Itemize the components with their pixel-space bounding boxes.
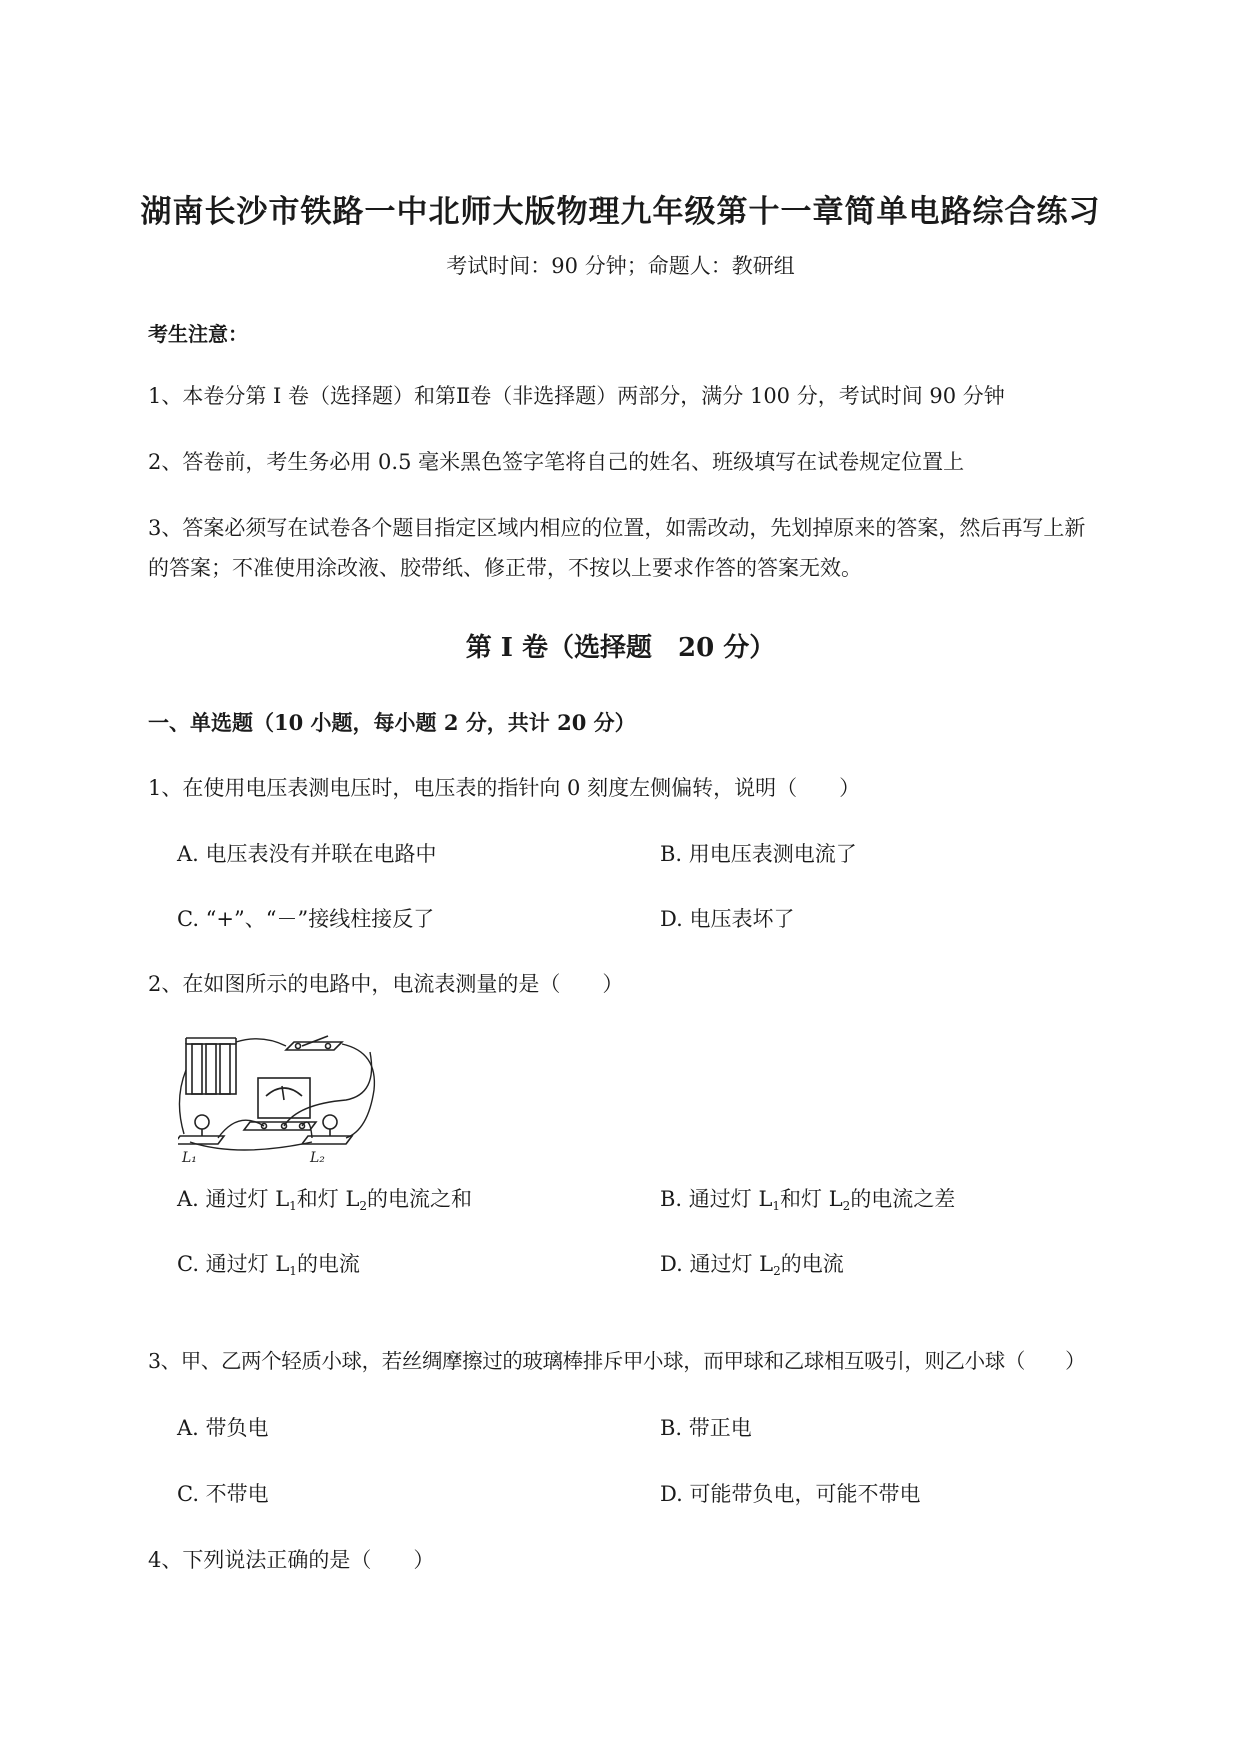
question-3-option-a[interactable]: A. 带负电 (177, 1416, 269, 1440)
question-1-option-d[interactable]: D. 电压表坏了 (660, 907, 795, 931)
subscript: 2 (842, 1199, 851, 1213)
option-text: 和灯 L (296, 1187, 360, 1211)
subscript: 1 (772, 1199, 781, 1213)
question-3-option-b[interactable]: B. 带正电 (660, 1416, 752, 1440)
subscript: 2 (773, 1264, 781, 1278)
question-3-option-c[interactable]: C. 不带电 (177, 1482, 269, 1506)
question-1-stem: 1、在使用电压表测电压时，电压表的指针向 0 刻度左侧偏转，说明（ ） (148, 776, 861, 800)
question-4-stem: 4、下列说法正确的是（ ） (148, 1548, 435, 1572)
notice-item-3-cont: 的答案；不准使用涂改液、胶带纸、修正带，不按以上要求作答的答案无效。 (148, 556, 862, 580)
page-title: 湖南长沙市铁路一中北师大版物理九年级第十一章简单电路综合练习 (140, 194, 1101, 230)
option-text: 的电流 (296, 1252, 360, 1276)
question-3-stem: 3、甲、乙两个轻质小球，若丝绸摩擦过的玻璃棒排斥甲小球，而甲球和乙球相互吸引，则乙小球（ ） (148, 1349, 1086, 1373)
notice-item-2: 2、答卷前，考生务必用 0.5 毫米黑色签字笔将自己的姓名、班级填写在试卷规定位置上 (148, 450, 965, 474)
label-l1: L₁ (182, 1150, 197, 1166)
option-text: D. 通过灯 L (660, 1252, 774, 1276)
notice-heading: 考生注意： (148, 322, 248, 346)
subscript: 1 (289, 1264, 297, 1278)
subscript: 2 (359, 1199, 368, 1213)
exam-info: 考试时间：90 分钟；命题人：教研组 (446, 254, 795, 278)
section-title: 第 I 卷（选择题 20 分） (465, 633, 776, 663)
option-text: C. 通过灯 L (177, 1252, 290, 1276)
question-2-option-d[interactable] (660, 1248, 844, 1278)
question-1-option-a[interactable]: A. 电压表没有并联在电路中 (177, 842, 437, 866)
switch-icon (286, 1036, 342, 1050)
option-text: 的电流之差 (850, 1187, 956, 1211)
option-text: 和灯 L (780, 1187, 843, 1211)
battery-icon (186, 1038, 236, 1094)
lamp-l1-icon (178, 1115, 224, 1144)
circuit-diagram (178, 1030, 410, 1170)
notice-item-1: 1、本卷分第 I 卷（选择题）和第Ⅱ卷（非选择题）两部分，满分 100 分，考试时间 90 分钟 (148, 384, 1005, 408)
notice-item-3: 3、答案必须写在试卷各个题目指定区域内相应的位置，如需改动，先划掉原来的答案，然后再写上新 (148, 516, 1086, 540)
question-1-option-b[interactable]: B. 用电压表测电流了 (660, 842, 857, 866)
option-text: B. 通过灯 L (660, 1187, 773, 1211)
group-title: 一、单选题（10 小题，每小题 2 分，共计 20 分） (148, 710, 636, 735)
question-2-option-c[interactable] (177, 1248, 360, 1278)
question-3-option-d[interactable]: D. 可能带负电，可能不带电 (660, 1482, 921, 1506)
question-2-option-b[interactable] (660, 1183, 955, 1213)
option-text: 的电流 (780, 1252, 844, 1276)
option-text: 的电流之和 (367, 1187, 473, 1211)
question-2-option-a[interactable] (177, 1183, 472, 1213)
label-l2: L₂ (310, 1150, 325, 1166)
question-2-stem: 2、在如图所示的电路中，电流表测量的是（ ） (148, 972, 624, 996)
subscript: 1 (289, 1199, 297, 1213)
option-text: A. 通过灯 L (177, 1187, 290, 1211)
question-1-option-c[interactable]: C. “+”、“－”接线柱接反了 (177, 907, 435, 931)
